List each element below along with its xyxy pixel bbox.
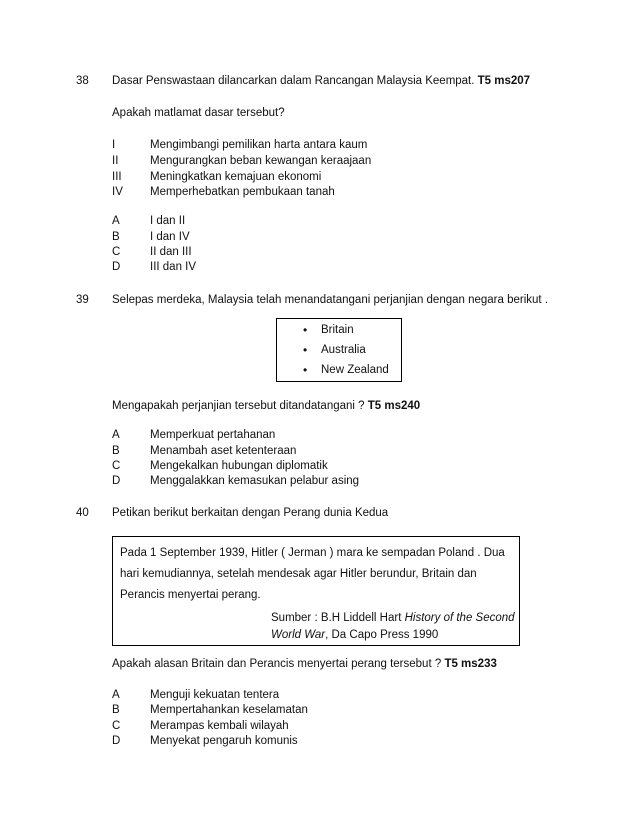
q38-option-d-letter: D (112, 261, 121, 273)
q38-option-c-letter: C (112, 246, 121, 258)
q38-option-a-letter: A (112, 215, 120, 227)
q40-ref: T5 ms233 (444, 658, 497, 670)
q39-option-d-letter: D (112, 475, 121, 487)
q40-option-b-letter: B (112, 704, 120, 716)
q40-source-title-2: World War (271, 629, 326, 641)
q39-country-1: • Britain (299, 320, 401, 340)
q38-roman-3: III (112, 171, 122, 183)
q39-option-c-letter: C (112, 460, 121, 472)
q40-option-d-text: Menyekat pengaruh komunis (150, 735, 298, 747)
q40-question (112, 657, 497, 671)
q40-source-suffix: , Da Capo Press 1990 (325, 629, 439, 641)
q40-passage-box (112, 536, 520, 646)
q38-option-a-text: I dan II (150, 215, 186, 227)
q39-question (112, 399, 420, 413)
q40-option-c-letter: C (112, 720, 121, 732)
q38-statement-3: Meningkatkan kemajuan ekonomi (150, 171, 322, 183)
q38-number: 38 (76, 75, 89, 87)
q39-option-c-text: Mengekalkan hubungan diplomatik (150, 460, 328, 472)
q39-option-b-letter: B (112, 445, 120, 457)
q40-option-a-letter: A (112, 689, 120, 701)
q39-option-a-text: Memperkuat pertahanan (150, 429, 276, 441)
q39-stem: Selepas merdeka, Malaysia telah menandatangani perjanjian dengan negara berikut . (112, 294, 549, 306)
q39-country-list (299, 320, 401, 380)
q38-roman-4: IV (112, 186, 123, 198)
q38-stem (112, 74, 530, 88)
q40-source-prefix: Sumber : B.H Liddell Hart (271, 612, 402, 624)
q39-option-a-letter: A (112, 429, 120, 441)
q40-passage-line-2: hari kemudiannya, setelah mendesak agar Hitler berundur, Britain dan (120, 568, 477, 580)
q39-country-3: • New Zealand (299, 360, 401, 380)
q40-passage (120, 543, 505, 606)
q39-ref: T5 ms240 (367, 400, 421, 412)
q38-option-b-text: I dan IV (150, 231, 190, 243)
q38-stem-text: Dasar Penswastaan dilancarkan dalam Rancangan Malaysia Keempat. (112, 75, 475, 87)
q40-option-b-text: Mempertahankan keselamatan (150, 704, 308, 716)
q39-number: 39 (76, 294, 89, 306)
q38-statement-2: Mengurangkan beban kewangan keraajaan (150, 155, 372, 167)
q40-stem: Petikan berikut berkaitan dengan Perang dunia Kedua (112, 507, 389, 519)
q38-question: Apakah matlamat dasar tersebut? (112, 107, 285, 119)
q40-source-title-1: History of the Second (404, 612, 515, 624)
q39-country-2: • Australia (299, 340, 401, 360)
q38-statement-4: Memperhebatkan pembukaan tanah (150, 186, 335, 198)
q39-option-d-text: Menggalakkan kemasukan pelabur asing (150, 475, 360, 487)
q39-option-b-text: Menambah aset ketenteraan (150, 445, 297, 457)
q38-option-d-text: III dan IV (150, 261, 197, 273)
q40-option-c-text: Merampas kembali wilayah (150, 720, 289, 732)
q40-question-text: Apakah alasan Britain dan Perancis menyertai perang tersebut ? (112, 658, 442, 670)
q40-option-d-letter: D (112, 735, 121, 747)
q40-passage-line-1: Pada 1 September 1939, Hitler ( Jerman ) mara ke sempadan Poland . Dua (120, 547, 505, 559)
q39-question-text: Mengapakah perjanjian tersebut ditandatangani ? (112, 400, 365, 412)
q38-roman-2: II (112, 155, 119, 167)
q39-country-box (276, 318, 402, 382)
q40-number: 40 (76, 507, 89, 519)
q38-ref: T5 ms207 (477, 75, 531, 87)
q38-statement-1: Mengimbangi pemilikan harta antara kaum (150, 139, 368, 151)
q40-option-a-text: Menguji kekuatan tentera (150, 689, 280, 701)
q40-passage-line-3: Perancis menyertai perang. (120, 589, 261, 601)
q38-roman-1: I (112, 139, 116, 151)
q40-source-line-1 (271, 610, 515, 627)
q40-source-line-2 (271, 627, 515, 644)
q40-source (271, 610, 515, 644)
q38-option-c-text: II dan III (150, 246, 192, 258)
q38-option-b-letter: B (112, 231, 120, 243)
